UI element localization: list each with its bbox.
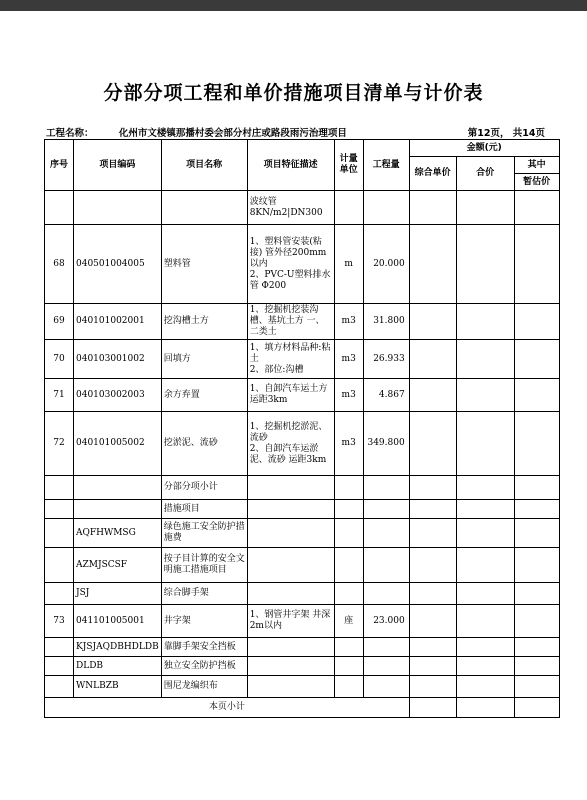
footer-provisional	[514, 698, 559, 718]
cell-unit: 座	[334, 605, 363, 638]
cell-provisional	[514, 340, 559, 379]
cell-name: 独立安全防护挡板	[161, 657, 247, 676]
project-name: 化州市文楼镇那播村委会部分村庄或路段雨污治理项目	[118, 128, 347, 139]
cell-qty	[363, 657, 409, 676]
cell-seq	[45, 500, 74, 519]
header-feature: 项目特征描述	[247, 140, 334, 191]
cell-seq	[45, 657, 74, 676]
table-row	[45, 657, 560, 676]
cell-seq	[45, 548, 74, 583]
cell-code: 040101005002	[74, 412, 162, 476]
header-total: 合价	[456, 157, 514, 191]
footer-unit-price	[409, 698, 456, 718]
cell-code: 040101002001	[74, 304, 162, 340]
header-seq: 序号	[45, 140, 74, 191]
cell-feature: 1、自卸汽车运土方运距3km	[247, 379, 334, 412]
cell-qty	[363, 500, 409, 519]
cell-provisional	[514, 605, 559, 638]
cell-feature: 1、塑料管安装(粘接) 管外径200mm以内 2、PVC-U塑料排水管 Φ200	[247, 225, 334, 304]
table-row	[45, 519, 560, 548]
cell-code: 040501004005	[74, 225, 162, 304]
cell-qty: 31.800	[363, 304, 409, 340]
cell-seq	[45, 676, 74, 698]
cell-code: WNLBZB	[74, 676, 162, 698]
cell-total	[456, 304, 514, 340]
page-title: 分部分项工程和单价措施项目清单与计价表	[103, 82, 484, 104]
table-row	[45, 379, 560, 412]
cell-seq	[45, 191, 74, 225]
cell-code	[74, 191, 162, 225]
cell-feature	[247, 676, 334, 698]
cell-code: 041101005001	[74, 605, 162, 638]
cell-total	[456, 412, 514, 476]
table-row	[45, 638, 560, 657]
cell-code	[74, 476, 162, 500]
cell-name: 靠脚手架安全挡板	[161, 638, 247, 657]
cell-unit-price	[409, 500, 456, 519]
cell-total	[456, 340, 514, 379]
cell-unit-price	[409, 379, 456, 412]
page-subtotal-label: 本页小计	[45, 698, 410, 718]
cell-name: 回填方	[161, 340, 247, 379]
page-info: 第12页， 共14页	[467, 128, 545, 139]
header-name: 项目名称	[161, 140, 247, 191]
cell-unit	[334, 657, 363, 676]
cell-name: 绿色施工安全防护措施费	[161, 519, 247, 548]
cell-qty	[363, 548, 409, 583]
cell-feature	[247, 657, 334, 676]
top-dark-bar	[0, 0, 587, 11]
cell-provisional	[514, 548, 559, 583]
cell-unit-price	[409, 191, 456, 225]
cell-feature: 1、挖掘机挖装沟槽、基坑土方 一、二类土	[247, 304, 334, 340]
table-row	[45, 676, 560, 698]
cell-qty: 349.800	[363, 412, 409, 476]
cell-unit-price	[409, 476, 456, 500]
cell-code: DLDB	[74, 657, 162, 676]
cell-provisional	[514, 412, 559, 476]
cell-name	[161, 191, 247, 225]
cell-qty	[363, 519, 409, 548]
project-label: 工程名称：	[46, 128, 94, 139]
cell-code: 040103001002	[74, 340, 162, 379]
cell-seq	[45, 583, 74, 605]
cell-provisional	[514, 500, 559, 519]
cell-unit-price	[409, 304, 456, 340]
cell-unit	[334, 519, 363, 548]
cell-provisional	[514, 657, 559, 676]
cell-seq: 69	[45, 304, 74, 340]
cell-feature: 1、填方材料品种:粘土 2、部位:沟槽	[247, 340, 334, 379]
cell-unit-price	[409, 412, 456, 476]
cell-code: 040103002003	[74, 379, 162, 412]
cell-provisional	[514, 583, 559, 605]
cell-unit-price	[409, 657, 456, 676]
cell-feature: 1、钢管井字架 井深2m以内	[247, 605, 334, 638]
cell-feature: 波纹管 8KN/m2|DN300	[247, 191, 334, 225]
cell-total	[456, 583, 514, 605]
cell-provisional	[514, 519, 559, 548]
cell-unit	[334, 548, 363, 583]
cell-qty: 23.000	[363, 605, 409, 638]
cell-seq	[45, 519, 74, 548]
header-of-which: 其中	[514, 157, 559, 174]
cell-qty: 4.867	[363, 379, 409, 412]
cell-provisional	[514, 225, 559, 304]
cell-total	[456, 548, 514, 583]
table-row	[45, 583, 560, 605]
cell-unit: m3	[334, 304, 363, 340]
cell-name: 井字架	[161, 605, 247, 638]
cell-qty	[363, 191, 409, 225]
cell-feature	[247, 519, 334, 548]
cell-unit-price	[409, 676, 456, 698]
cell-name: 围尼龙编织布	[161, 676, 247, 698]
cell-total	[456, 676, 514, 698]
cell-unit	[334, 476, 363, 500]
header-provisional: 暂估价	[514, 174, 559, 191]
cell-total	[456, 605, 514, 638]
table-row	[45, 191, 560, 225]
cell-qty: 20.000	[363, 225, 409, 304]
cell-code: AQFHWMSG	[74, 519, 162, 548]
cell-feature	[247, 476, 334, 500]
cell-total	[456, 500, 514, 519]
cell-unit	[334, 676, 363, 698]
table-row	[45, 304, 560, 340]
cell-seq: 68	[45, 225, 74, 304]
table-row	[45, 225, 560, 304]
footer-row	[45, 698, 560, 718]
cell-qty	[363, 676, 409, 698]
cell-feature: 1、挖掘机挖淤泥、流砂 2、自卸汽车运淤泥、流砂 运距3km	[247, 412, 334, 476]
footer-total	[456, 698, 514, 718]
cell-unit	[334, 583, 363, 605]
table-row	[45, 412, 560, 476]
cell-code: JSJ	[74, 583, 162, 605]
cell-name: 塑料管	[161, 225, 247, 304]
cell-unit-price	[409, 519, 456, 548]
table-row	[45, 548, 560, 583]
cell-name: 挖沟槽土方	[161, 304, 247, 340]
table-row	[45, 605, 560, 638]
cell-unit: m3	[334, 412, 363, 476]
cell-provisional	[514, 379, 559, 412]
header-code: 项目编码	[74, 140, 162, 191]
cell-qty	[363, 476, 409, 500]
cell-seq: 73	[45, 605, 74, 638]
header-amount: 金额(元)	[409, 140, 559, 157]
cell-unit: m3	[334, 340, 363, 379]
cell-total	[456, 476, 514, 500]
cell-feature	[247, 638, 334, 657]
cell-provisional	[514, 476, 559, 500]
cell-total	[456, 225, 514, 304]
cell-unit	[334, 191, 363, 225]
cell-unit-price	[409, 225, 456, 304]
cell-unit	[334, 500, 363, 519]
header-unit-price: 综合单价	[409, 157, 456, 191]
cell-seq: 72	[45, 412, 74, 476]
cell-unit-price	[409, 340, 456, 379]
cell-name: 余方弃置	[161, 379, 247, 412]
cell-code	[74, 500, 162, 519]
cell-name: 分部分项小计	[161, 476, 247, 500]
project-line	[46, 125, 347, 139]
cell-name: 挖淤泥、流砂	[161, 412, 247, 476]
cell-provisional	[514, 676, 559, 698]
cell-seq	[45, 476, 74, 500]
cell-feature	[247, 548, 334, 583]
cell-qty	[363, 638, 409, 657]
cell-name: 措施项目	[161, 500, 247, 519]
table-row	[45, 340, 560, 379]
cell-total	[456, 657, 514, 676]
cell-unit-price	[409, 638, 456, 657]
cell-provisional	[514, 638, 559, 657]
cell-feature	[247, 583, 334, 605]
cell-unit	[334, 638, 363, 657]
cell-unit-price	[409, 548, 456, 583]
cell-seq: 70	[45, 340, 74, 379]
cell-total	[456, 191, 514, 225]
cell-provisional	[514, 304, 559, 340]
header-qty: 工程量	[363, 140, 409, 191]
cell-total	[456, 519, 514, 548]
cell-total	[456, 379, 514, 412]
cell-unit-price	[409, 605, 456, 638]
cell-unit-price	[409, 583, 456, 605]
cell-provisional	[514, 191, 559, 225]
bill-table	[44, 139, 560, 718]
cell-code: KJSJAQDBHDLDB	[74, 638, 162, 657]
cell-name: 综合脚手架	[161, 583, 247, 605]
cell-name: 按子目计算的安全文明施工措施项目	[161, 548, 247, 583]
cell-feature	[247, 500, 334, 519]
cell-unit: m3	[334, 379, 363, 412]
cell-seq: 71	[45, 379, 74, 412]
table-row	[45, 476, 560, 500]
cell-qty	[363, 583, 409, 605]
header-unit: 计量单位	[334, 140, 363, 191]
cell-total	[456, 638, 514, 657]
table-row	[45, 500, 560, 519]
cell-unit: m	[334, 225, 363, 304]
cell-code: AZMJSCSF	[74, 548, 162, 583]
cell-qty: 26.933	[363, 340, 409, 379]
cell-seq	[45, 638, 74, 657]
